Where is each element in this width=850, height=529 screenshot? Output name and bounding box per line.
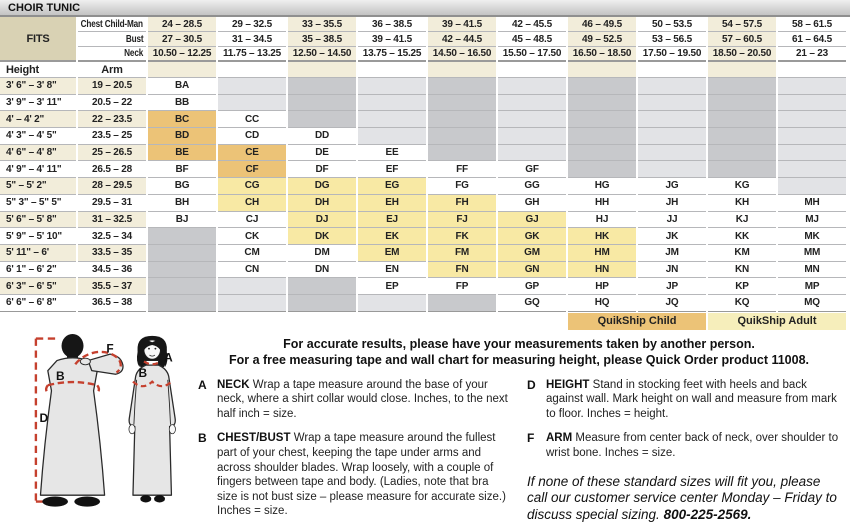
na-cell (288, 78, 356, 95)
size-code-cell: BJ (148, 212, 216, 229)
size-code-cell: EP (358, 278, 426, 295)
size-code-cell: EH (358, 195, 426, 212)
size-code-cell: DN (288, 262, 356, 279)
arm-cell: 36.5 – 38 (78, 295, 146, 312)
na-cell (148, 245, 216, 262)
na-cell (638, 95, 706, 112)
na-cell (498, 78, 566, 95)
phone-number: 800-225-2569. (663, 506, 752, 522)
label-d-height: D (39, 410, 49, 425)
na-cell (428, 295, 496, 312)
size-range-cell: 53 – 56.5 (638, 32, 706, 47)
height-cell: 3' 6" – 3' 8" (0, 78, 76, 95)
header-spacer-cell (498, 62, 566, 78)
notes-right-column (527, 378, 840, 529)
size-code-cell: DF (288, 161, 356, 178)
chest-bust-definition (198, 431, 511, 519)
measuring-notes (196, 332, 850, 522)
na-cell (708, 95, 776, 112)
na-cell (358, 295, 426, 312)
height-cell: 6' 1" – 6' 2" (0, 262, 76, 279)
def-letter: D (527, 377, 536, 392)
height-cell: 5" 3" – 5" 5" (0, 195, 76, 212)
na-cell (778, 145, 846, 162)
na-cell (428, 128, 496, 145)
arm-cell: 28 – 29.5 (78, 178, 146, 195)
na-cell (778, 161, 846, 178)
quikship-adult-tab: QuikShip Adult (708, 313, 846, 330)
measure-row-label: Neck (78, 47, 146, 62)
header-spacer-cell (568, 62, 636, 78)
size-code-cell: KM (708, 245, 776, 262)
size-code-cell: CE (218, 145, 286, 162)
size-code-cell: KQ (708, 295, 776, 312)
na-cell (708, 111, 776, 128)
label-f-arm: F (106, 340, 114, 355)
size-range-cell: 42 – 45.5 (498, 17, 566, 32)
measure-row-label: Chest Child-Man (78, 17, 146, 32)
height-cell: 4' 3" – 4' 5" (0, 128, 76, 145)
arm-cell: 31 – 32.5 (78, 212, 146, 229)
size-code-cell: MM (778, 245, 846, 262)
size-range-cell: 42 – 44.5 (428, 32, 496, 47)
size-code-cell: CC (218, 111, 286, 128)
na-cell (638, 161, 706, 178)
page-title: CHOIR TUNIC (8, 1, 81, 14)
size-range-cell: 11.75 – 13.25 (218, 47, 286, 62)
size-code-cell: CH (218, 195, 286, 212)
size-code-cell: FM (428, 245, 496, 262)
na-cell (218, 78, 286, 95)
na-cell (778, 78, 846, 95)
na-cell (778, 95, 846, 112)
size-range-cell: 16.50 – 18.50 (568, 47, 636, 62)
size-range-cell: 33 – 35.5 (288, 17, 356, 32)
na-cell (288, 95, 356, 112)
size-code-cell: CK (218, 228, 286, 245)
size-code-cell: KJ (708, 212, 776, 229)
size-range-cell: 57 – 60.5 (708, 32, 776, 47)
height-cell: 4' 6" – 4' 8" (0, 145, 76, 162)
na-cell (498, 95, 566, 112)
na-cell (148, 262, 216, 279)
size-code-cell: MN (778, 262, 846, 279)
size-code-cell: FG (428, 178, 496, 195)
measurement-figure (0, 332, 196, 508)
def-text: Wrap a tape measure around the fullest part of your chest, keeping the tape under arms and across shoulder blades. Wrap loosely, with a couple of fingers between tape and body. (Ladies, note that bra size is not bust size – please measure for accurate size.) Inches = size. (217, 432, 506, 518)
na-cell (778, 178, 846, 195)
size-code-cell: MP (778, 278, 846, 295)
fits-label: FITS (0, 17, 76, 62)
size-code-cell: CD (218, 128, 286, 145)
height-cell: 6' 3" – 6' 5" (0, 278, 76, 295)
na-cell (708, 78, 776, 95)
na-cell (568, 128, 636, 145)
na-cell (638, 145, 706, 162)
size-range-cell: 13.75 – 15.25 (358, 47, 426, 62)
na-cell (498, 128, 566, 145)
intro-text (198, 336, 840, 368)
size-code-cell: FJ (428, 212, 496, 229)
size-range-cell: 31 – 34.5 (218, 32, 286, 47)
size-code-cell: GG (498, 178, 566, 195)
size-code-cell: DD (288, 128, 356, 145)
size-chart-table (0, 17, 846, 330)
na-cell (708, 161, 776, 178)
size-code-cell: GP (498, 278, 566, 295)
table-title-bar (0, 0, 850, 17)
size-code-cell: JP (638, 278, 706, 295)
size-code-cell: JM (638, 245, 706, 262)
measure-row-label: Bust (78, 32, 146, 47)
size-code-cell: GJ (498, 212, 566, 229)
na-cell (288, 295, 356, 312)
size-range-cell: 15.50 – 17.50 (498, 47, 566, 62)
header-spacer-cell (428, 62, 496, 78)
def-text: Stand in stocking feet with heels and back against wall. Mark height on wall and measure from mark to floor. Inches = height. (546, 378, 837, 420)
size-code-cell: GQ (498, 295, 566, 312)
size-code-cell: GN (498, 262, 566, 279)
size-code-cell: EK (358, 228, 426, 245)
na-cell (428, 78, 496, 95)
size-range-cell: 10.50 – 12.25 (148, 47, 216, 62)
na-cell (708, 145, 776, 162)
na-cell (288, 278, 356, 295)
size-code-cell: FK (428, 228, 496, 245)
size-code-cell: HN (568, 262, 636, 279)
size-code-cell: EG (358, 178, 426, 195)
na-cell (638, 128, 706, 145)
height-cell: 5" – 5' 2" (0, 178, 76, 195)
size-code-cell: BD (148, 128, 216, 145)
size-range-cell: 12.50 – 14.50 (288, 47, 356, 62)
na-cell (568, 78, 636, 95)
arm-cell: 23.5 – 25 (78, 128, 146, 145)
arm-cell: 34.5 – 36 (78, 262, 146, 279)
height-cell: 5' 9" – 5' 10" (0, 228, 76, 245)
header-spacer-cell (638, 62, 706, 78)
neck-definition (198, 378, 511, 422)
size-range-cell: 24 – 28.5 (148, 17, 216, 32)
na-cell (568, 161, 636, 178)
size-code-cell: DG (288, 178, 356, 195)
size-code-cell: DK (288, 228, 356, 245)
na-cell (218, 295, 286, 312)
label-b-back: B (56, 368, 65, 383)
size-code-cell: EN (358, 262, 426, 279)
size-code-cell: EE (358, 145, 426, 162)
size-code-cell: JQ (638, 295, 706, 312)
header-spacer-cell (218, 62, 286, 78)
size-range-cell: 29 – 32.5 (218, 17, 286, 32)
size-code-cell: HQ (568, 295, 636, 312)
size-code-cell: KK (708, 228, 776, 245)
notes-left-column (198, 378, 511, 529)
size-code-cell: JN (638, 262, 706, 279)
size-range-cell: 39 – 41.5 (358, 32, 426, 47)
size-code-cell: KH (708, 195, 776, 212)
quikship-spacer (0, 312, 566, 330)
arm-cell: 32.5 – 34 (78, 228, 146, 245)
size-code-cell: FH (428, 195, 496, 212)
size-range-cell: 36 – 38.5 (358, 17, 426, 32)
na-cell (568, 111, 636, 128)
size-range-cell: 14.50 – 16.50 (428, 47, 496, 62)
na-cell (358, 95, 426, 112)
na-cell (428, 111, 496, 128)
size-code-cell: DJ (288, 212, 356, 229)
size-code-cell: CF (218, 161, 286, 178)
arm-cell: 26.5 – 28 (78, 161, 146, 178)
size-code-cell: HH (568, 195, 636, 212)
size-code-cell: KP (708, 278, 776, 295)
size-range-cell: 45 – 48.5 (498, 32, 566, 47)
size-range-cell: 27 – 30.5 (148, 32, 216, 47)
header-spacer-cell (708, 62, 776, 78)
measuring-section (0, 330, 850, 522)
na-cell (218, 278, 286, 295)
size-range-cell: 49 – 52.5 (568, 32, 636, 47)
na-cell (358, 128, 426, 145)
size-code-cell: JH (638, 195, 706, 212)
size-code-cell: HG (568, 178, 636, 195)
na-cell (358, 111, 426, 128)
size-code-cell: GM (498, 245, 566, 262)
height-definition (527, 378, 840, 422)
size-code-cell: BF (148, 161, 216, 178)
header-spacer-cell (148, 62, 216, 78)
size-code-cell: BG (148, 178, 216, 195)
arm-cell: 22 – 23.5 (78, 111, 146, 128)
size-code-cell: CJ (218, 212, 286, 229)
arm-column-header: Arm (78, 62, 146, 78)
size-code-cell: FN (428, 262, 496, 279)
size-code-cell: HM (568, 245, 636, 262)
na-cell (498, 111, 566, 128)
size-code-cell: GF (498, 161, 566, 178)
header-spacer-cell (288, 62, 356, 78)
na-cell (708, 128, 776, 145)
size-code-cell: BA (148, 78, 216, 95)
def-letter: F (527, 431, 535, 446)
height-cell: 6' 6" – 6' 8" (0, 295, 76, 312)
size-code-cell: EM (358, 245, 426, 262)
na-cell (778, 111, 846, 128)
label-b-front: B (138, 365, 148, 380)
arm-cell: 20.5 – 22 (78, 95, 146, 112)
na-cell (428, 95, 496, 112)
size-code-cell: JK (638, 228, 706, 245)
na-cell (358, 78, 426, 95)
intro-line-2: For a free measuring tape and wall chart for measuring height, please Quick Order product 11008. (228, 352, 810, 367)
na-cell (638, 111, 706, 128)
def-text: Wrap a tape measure around the base of your neck, where a shirt collar would close. Inches, to the next half inch = size. (217, 378, 508, 420)
size-code-cell: HJ (568, 212, 636, 229)
arm-cell: 35.5 – 37 (78, 278, 146, 295)
size-range-cell: 46 – 49.5 (568, 17, 636, 32)
size-range-cell: 54 – 57.5 (708, 17, 776, 32)
size-code-cell: BC (148, 111, 216, 128)
header-spacer-cell (358, 62, 426, 78)
size-code-cell: KN (708, 262, 776, 279)
size-range-cell: 18.50 – 20.50 (708, 47, 776, 62)
size-range-cell: 61 – 64.5 (778, 32, 846, 47)
size-code-cell: GH (498, 195, 566, 212)
back-figure (40, 334, 123, 507)
size-code-cell: CM (218, 245, 286, 262)
na-cell (428, 145, 496, 162)
size-code-cell: BH (148, 195, 216, 212)
size-code-cell: CN (218, 262, 286, 279)
na-cell (568, 145, 636, 162)
quikship-child-tab: QuikShip Child (568, 313, 706, 330)
height-cell: 4' – 4' 2" (0, 111, 76, 128)
size-range-cell: 58 – 61.5 (778, 17, 846, 32)
size-code-cell: CG (218, 178, 286, 195)
label-a-neck: A (164, 350, 173, 365)
size-range-cell: 35 – 38.5 (288, 32, 356, 47)
arm-cell: 25 – 26.5 (78, 145, 146, 162)
size-code-cell: FP (428, 278, 496, 295)
size-code-cell: MJ (778, 212, 846, 229)
na-cell (218, 95, 286, 112)
size-code-cell: HP (568, 278, 636, 295)
arm-cell: 19 – 20.5 (78, 78, 146, 95)
size-code-cell: DH (288, 195, 356, 212)
size-range-cell: 50 – 53.5 (638, 17, 706, 32)
size-code-cell: EF (358, 161, 426, 178)
size-code-cell: GK (498, 228, 566, 245)
size-range-cell: 39 – 41.5 (428, 17, 496, 32)
size-code-cell: EJ (358, 212, 426, 229)
na-cell (148, 228, 216, 245)
size-code-cell: HK (568, 228, 636, 245)
arm-cell: 29.5 – 31 (78, 195, 146, 212)
special-note-text: If none of these standard sizes will fit you, please call our customer service center Monday – Friday to discuss special sizing. (527, 473, 837, 522)
size-code-cell: MH (778, 195, 846, 212)
def-term: HEIGHT (546, 378, 590, 391)
size-code-cell: BE (148, 145, 216, 162)
na-cell (638, 78, 706, 95)
def-letter: B (198, 431, 207, 446)
measurement-illustration (6, 334, 194, 508)
na-cell (498, 145, 566, 162)
def-term: CHEST/BUST (217, 432, 291, 445)
def-term: ARM (546, 432, 573, 445)
def-letter: A (198, 377, 207, 392)
arm-definition (527, 431, 840, 460)
na-cell (288, 111, 356, 128)
size-range-cell: 21 – 23 (778, 47, 846, 62)
def-term: NECK (217, 378, 250, 391)
size-code-cell: JJ (638, 212, 706, 229)
size-code-cell: KG (708, 178, 776, 195)
height-cell: 4' 9" – 4' 11" (0, 161, 76, 178)
size-code-cell: BB (148, 95, 216, 112)
height-cell: 3' 9" – 3' 11" (0, 95, 76, 112)
na-cell (148, 295, 216, 312)
arm-cell: 33.5 – 35 (78, 245, 146, 262)
height-cell: 5' 11" – 6' (0, 245, 76, 262)
size-code-cell: DM (288, 245, 356, 262)
na-cell (778, 128, 846, 145)
height-column-header: Height (0, 62, 76, 78)
height-cell: 5' 6" – 5' 8" (0, 212, 76, 229)
na-cell (148, 278, 216, 295)
intro-line-1: For accurate results, please have your measurements taken by another person. (283, 336, 755, 351)
size-code-cell: DE (288, 145, 356, 162)
size-code-cell: JG (638, 178, 706, 195)
size-code-cell: MK (778, 228, 846, 245)
size-range-cell: 17.50 – 19.50 (638, 47, 706, 62)
def-text: Measure from center back of neck, over shoulder to wrist bone. Inches = size. (546, 432, 839, 459)
special-sizing-note (527, 474, 840, 524)
size-code-cell: MQ (778, 295, 846, 312)
size-code-cell: FF (428, 161, 496, 178)
header-spacer-cell (778, 62, 846, 78)
na-cell (568, 95, 636, 112)
